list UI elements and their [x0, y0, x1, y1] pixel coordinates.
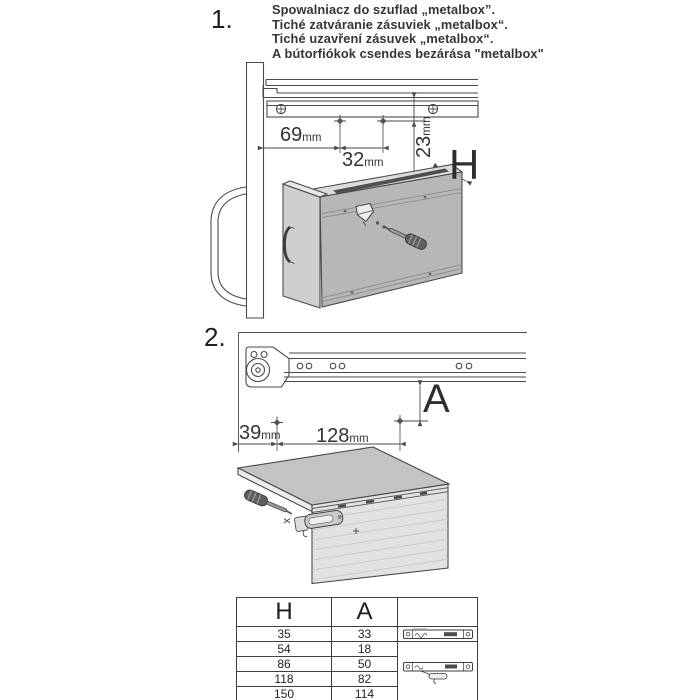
cell-h: 54 — [237, 642, 332, 657]
step2-drawing — [238, 333, 527, 584]
cell-a: 18 — [332, 642, 398, 657]
screw-icon — [276, 104, 285, 113]
cell-h: 118 — [237, 672, 332, 687]
metalbox-damper-profile-icon — [401, 660, 475, 684]
title-block — [272, 3, 544, 61]
metalbox-low-profile-icon — [401, 627, 475, 641]
title-line-sk: Tiché zatváranie zásuviek „metalbox“. — [272, 16, 509, 32]
cell-a: 33 — [332, 627, 398, 642]
pilot-mark — [284, 519, 290, 524]
cell-a: 50 — [332, 657, 398, 672]
cell-a: 114 — [332, 687, 398, 700]
table-row — [237, 642, 478, 657]
table-header-a: A — [332, 598, 398, 627]
title-line-hu: A bútorfiókok csendes bezárása "metalbox" — [272, 45, 544, 61]
cabinet-drawing — [238, 447, 449, 584]
cell-h: 35 — [237, 627, 332, 642]
dimension-39mm: 39mm — [239, 422, 281, 444]
cabinet-top-rail — [263, 80, 478, 98]
dimension-128mm: 128mm — [316, 425, 369, 447]
door-handle-icon — [211, 187, 246, 306]
screw-icon — [428, 104, 437, 113]
drawer-box — [283, 165, 462, 309]
cell-a: 82 — [332, 672, 398, 687]
step2-number: 2. — [204, 322, 226, 352]
drawer-rail — [267, 101, 478, 117]
cabinet-front-panel — [247, 63, 264, 319]
table-header-h: H — [237, 598, 332, 627]
dimension-23mm: 23mm — [413, 116, 435, 158]
profile-image-cell-damper — [398, 642, 478, 700]
cell-h: 86 — [237, 657, 332, 672]
dimension-69mm: 69mm — [280, 124, 322, 146]
table-header-row — [237, 598, 478, 627]
height-label-h: H — [449, 141, 480, 188]
profile-image-cell-low — [398, 627, 478, 642]
ha-table — [236, 597, 478, 700]
dimension-32mm: 32mm — [342, 149, 384, 171]
step1-number: 1. — [211, 4, 233, 34]
title-line-pl: Spowalniacz do szuflad „metalbox”. — [272, 2, 496, 17]
table-header-image — [398, 598, 478, 627]
distance-label-a: A — [423, 377, 450, 421]
table-row — [237, 627, 478, 642]
step1-drawing — [211, 63, 478, 319]
title-line-cz: Tiché uzavření zásuvek „metalbox“. — [272, 31, 494, 47]
cell-h: 150 — [237, 687, 332, 700]
slide-rail — [246, 347, 526, 387]
